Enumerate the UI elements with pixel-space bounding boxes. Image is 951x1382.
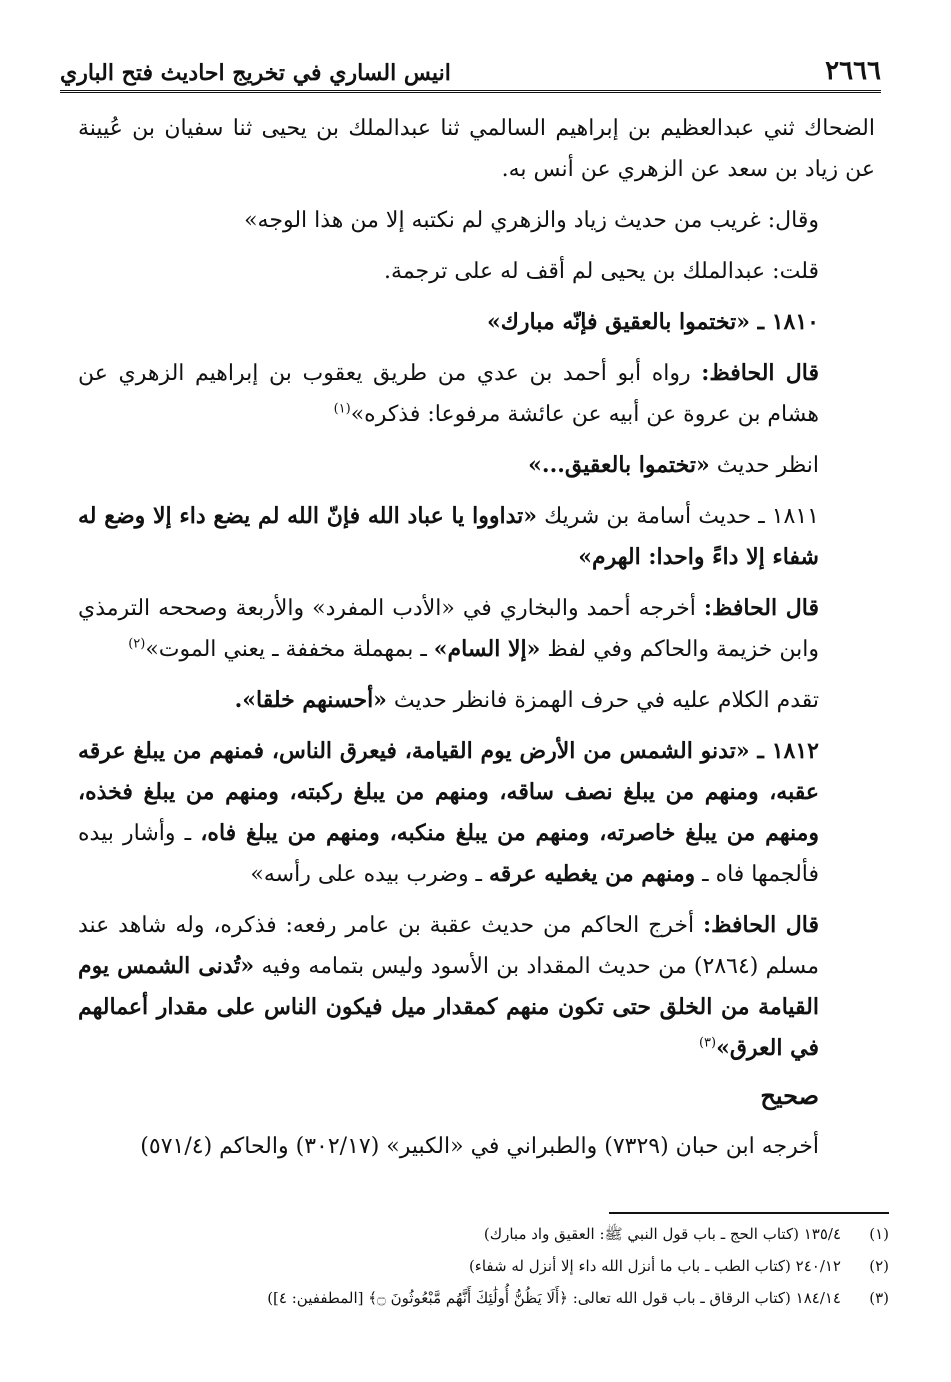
hadith-1812-text-1: ١٨١٢ ـ «تدنو الشمس من الأرض يوم القيامة، فيعرق الناس، فمنهم من يبلغ عرقه عقبه، ومنهم من يبلغ نصف ساقه، ومنهم من يبلغ ركبته، ومنهم من يبلغ فخذه، ومنهم من يبلغ خاصرته، ومنهم من يبلغ منكبه، ومنهم من يبلغ فاه،: [78, 738, 820, 846]
paragraph-6: [78, 588, 875, 670]
paragraph-7-ref: «أحسنهم خلقا».: [234, 687, 387, 713]
footnote-ref-3: (٣): [698, 1035, 717, 1051]
hadith-1811-intro: ١٨١١ ـ حديث أسامة بن شريك: [537, 504, 819, 529]
paragraph-4: [78, 353, 875, 435]
running-header: [60, 44, 881, 93]
hadith-1811-text: «تداووا يا عباد الله فإنّ الله لم يضع داء إلا وضع له شفاء إلا داءً واحدا: الهرم»: [78, 503, 819, 570]
paragraph-5: [78, 445, 875, 486]
footnote-number: (٣): [869, 1289, 889, 1307]
hadith-1812-aside-2: ـ وضرب بيده على رأسه»: [250, 862, 489, 887]
paragraph-8: [78, 905, 875, 1069]
hadith-1810: ١٨١٠ ـ «تختموا بالعقيق فإنّه مبارك»: [487, 309, 819, 335]
paragraph-5-text: انظر حديث: [709, 453, 819, 478]
footnotes: [150, 1218, 889, 1314]
footnote-item: [150, 1282, 889, 1314]
paragraph-6-text-1: أخرجه أحمد والبخاري في «الأدب المفرد» والأربعة وصححه الترمذي وابن خزيمة والحاكم وفي لفظ: [78, 596, 819, 662]
footnote-text: ١٣٥/٤ (كتاب الحج ـ باب قول النبي ﷺ: العقيق واد مبارك): [483, 1225, 841, 1243]
footnote-ref-2: (٢): [128, 636, 146, 652]
paragraph-5-ref: «تختموا بالعقيق...»: [528, 452, 710, 478]
paragraph-6-bold: «إلا السام»: [433, 636, 541, 662]
footnote-item: [150, 1218, 889, 1250]
hadith-1811: [78, 496, 875, 578]
hadith-1812-text-2: ومنهم من يغطيه عرقه: [489, 861, 696, 887]
footnote-number: (١): [869, 1225, 889, 1243]
hafiz-label: قال الحافظ:: [703, 912, 819, 938]
footnote-text: ١٨٤/١٤ (كتاب الرقاق ـ باب قول الله تعالى: ﴿أَلَا يَظُنُّ أُولَٰئِكَ أَنَّهُم مَّبْعُوثُونَ ۝﴾ [المطففين: ٤]): [267, 1289, 841, 1307]
main-text: [78, 108, 875, 1167]
footnote-ref-1: (١): [333, 401, 351, 417]
footnote-number: (٢): [869, 1257, 889, 1275]
grade-heading: صحيح: [760, 1081, 819, 1110]
footnote-text: ٢٤٠/١٢ (كتاب الطب ـ باب ما أنزل الله داء إلا أنزل له شفاء): [468, 1257, 841, 1275]
page-number: ٢٦٦٦: [825, 56, 881, 86]
hadith-1812-aside-1: ـ وأشار بيده فألجمها فاه ـ: [78, 821, 819, 887]
book-title: انيس الساري في تخريج احاديث فتح الباري: [60, 60, 451, 86]
paragraph-7: [78, 680, 875, 721]
footnote-divider: [609, 1212, 889, 1214]
paragraph-2: وقال: غريب من حديث زياد والزهري لم نكتبه إلا من هذا الوجه»: [244, 208, 819, 233]
paragraph-8-text: أخرج الحاكم من حديث عقبة بن عامر رفعه: فذكره، وله شاهد عند مسلم (٢٨٦٤) من حديث المقداد بن الأسود وليس بتمامه وفيه: [78, 913, 819, 979]
paragraph-7-text: تقدم الكلام عليه في حرف الهمزة فانظر حديث: [386, 688, 819, 713]
paragraph-4-text: رواه أبو أحمد بن عدي من طريق يعقوب بن إبراهيم الزهري عن هشام بن عروة عن أبيه عن عائشة مرفوعا: فذكره»: [78, 361, 819, 427]
paragraph-9: أخرجه ابن حبان (٧٣٢٩) والطبراني في «الكبير» (٣٠٢/١٧) والحاكم (٥٧١/٤): [140, 1134, 819, 1159]
hafiz-label: قال الحافظ:: [701, 360, 819, 386]
footnote-item: [150, 1250, 889, 1282]
paragraph-3: قلت: عبدالملك بن يحيى لم أقف له على ترجمة.: [384, 259, 819, 284]
hadith-1812: [78, 731, 875, 895]
paragraph-8-quote: «تُدنى الشمس يوم القيامة من الخلق حتى تكون منهم كمقدار ميل فيكون الناس على مقدار أعمالهم في العرق»: [78, 953, 819, 1061]
hafiz-label: قال الحافظ:: [703, 595, 819, 621]
paragraph-6-text-2: ـ بمهملة مخففة ـ يعني الموت»: [145, 637, 434, 662]
paragraph-1: الضحاك ثني عبدالعظيم بن إبراهيم السالمي ثنا عبدالملك بن يحيى ثنا سفيان بن عُيينة عن زياد بن سعد عن الزهري عن أنس به.: [78, 116, 875, 182]
